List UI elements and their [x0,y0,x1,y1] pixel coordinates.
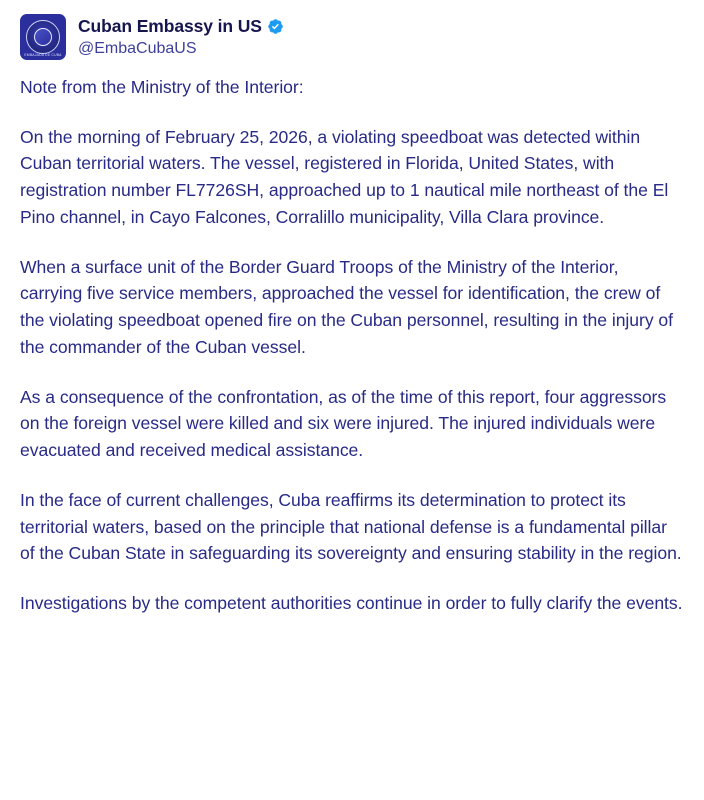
tweet-paragraph: Investigations by the competent authorities continue in order to fully clarify the events. [20,593,683,614]
tweet-body [20,74,684,617]
government-seal-icon [26,20,60,54]
avatar[interactable] [20,14,66,60]
avatar-seal-text: EMBAJADA DE CUBA [24,53,62,57]
tweet-paragraph: In the face of current challenges, Cuba reaffirms its determination to protect its territorial waters, based on the principle that national defense is a fundamental pillar of the Cuban State in safeguarding its sovereignty and ensuring stability in the region. [20,489,682,564]
author-name-row [78,16,284,37]
author-display-name[interactable]: Cuban Embassy in US [78,16,262,36]
tweet-paragraph: Note from the Ministry of the Interior: [20,77,304,97]
seal-inner-shape [34,28,52,46]
tweet-paragraph: As a consequence of the confrontation, as of the time of this report, four aggressors on the foreign vessel were killed and six were injured. The injured individuals were evacuated and received medical assistance. [20,386,667,461]
tweet-paragraph: When a surface unit of the Border Guard Troops of the Ministry of the Interior, carrying five service members, approached the vessel for identification, the crew of the violating speedboat opened fire on the Cuban personnel, resulting in the injury of the commander of the Cuban vessel. [20,256,673,357]
verified-badge-icon [267,18,284,35]
author-handle[interactable]: @EmbaCubaUS [78,40,197,57]
tweet-paragraph: On the morning of February 25, 2026, a violating speedboat was detected within Cuban territorial waters. The vessel, registered in Florida, United States, with registration number FL7726SH, approached up to 1 nautical mile northeast of the El Pino channel, in Cayo Falcones, Corralillo municipality, Villa Clara province. [20,126,669,227]
author-names [78,14,284,60]
tweet-header [20,14,684,60]
